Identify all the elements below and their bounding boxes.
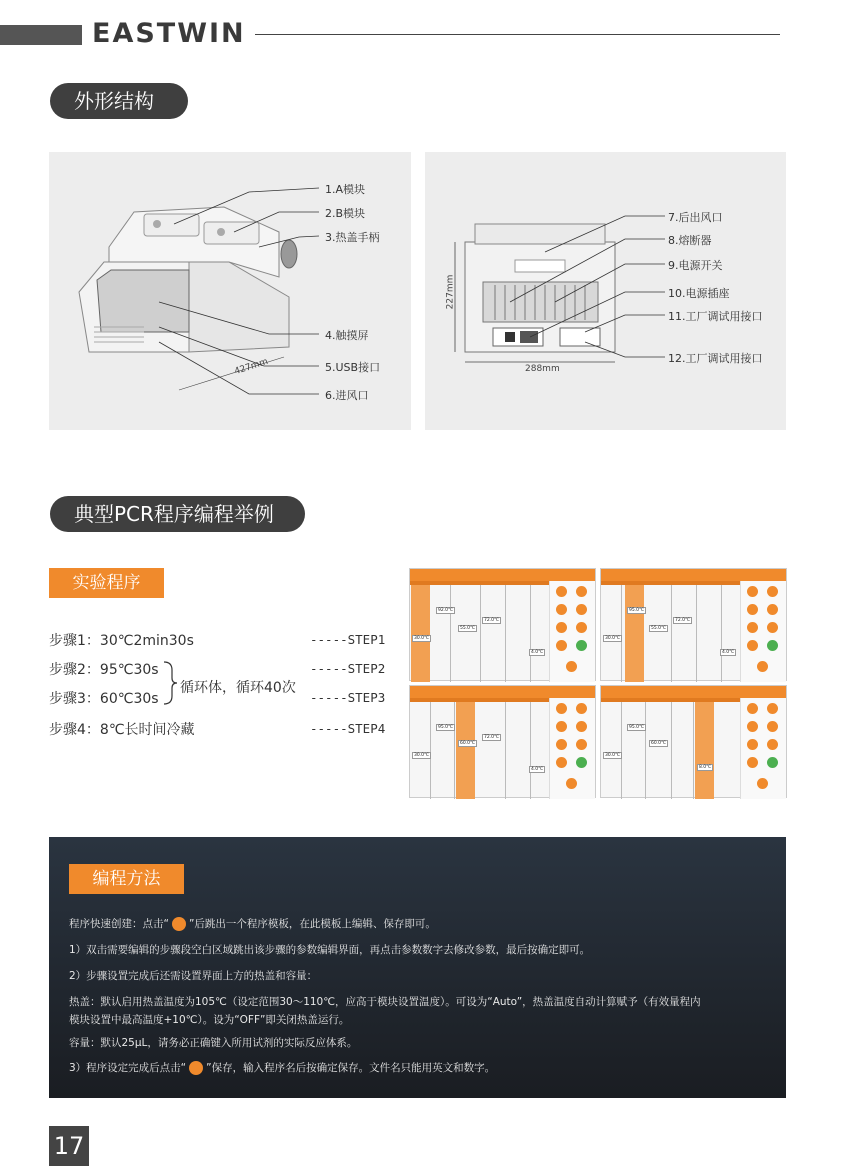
method-step-2: 2）步骤设置完成后还需设置界面上方的热盖和容量：	[69, 970, 318, 982]
dimension-width: 288mm	[525, 364, 560, 374]
step-3: 步骤3：60℃30s	[49, 691, 159, 707]
step-4: 步骤4：8℃长时间冷藏	[49, 722, 195, 738]
section-title-pcr: 典型PCR程序编程举例	[50, 496, 305, 532]
method-step-3: 3）程序设定完成后点击“ ”保存，输入程序名后按确定保存。文件名只能用英文和数字。	[69, 1062, 496, 1074]
header-bar	[0, 25, 82, 45]
step-id-4: -----STEP4	[310, 721, 386, 736]
programming-method-tag: 编程方法	[69, 864, 184, 894]
callout-b-module: 2.B模块	[325, 207, 366, 220]
callout-power-switch: 9.电源开关	[668, 259, 723, 272]
method-hot-lid-2: 模块设置中最高温度+10℃）。设为“OFF”即关闭热盖运行。	[69, 1014, 350, 1026]
section-title-appearance: 外形结构	[50, 83, 188, 119]
method-volume: 容量：默认25μL，请务必正确键入所用试剂的实际反应体系。	[69, 1037, 358, 1049]
save-icon	[189, 1061, 203, 1075]
brand-logo: EASTWIN	[92, 18, 246, 49]
dimension-depth: 427mm	[233, 356, 270, 378]
method-intro: 程序快速创建：点击“ ”后跳出一个程序模板，在此模板上编辑、保存即可。	[69, 918, 436, 930]
callout-fuse: 8.熔断器	[668, 234, 712, 247]
callout-lid-handle: 3.热盖手柄	[325, 231, 380, 244]
callout-touchscreen: 4.触摸屏	[325, 329, 369, 342]
program-screen-3: 30.0℃ 95.0℃ 60.0℃ 72.0℃ 4.0℃	[409, 685, 596, 798]
loop-description: 循环体，循环40次	[180, 680, 296, 696]
program-screen-1: 30.0℃ 92.0℃ 55.0℃ 72.0℃ 4.0℃	[409, 568, 596, 681]
step-2: 步骤2：95℃30s	[49, 662, 159, 678]
callout-debug-port-2: 12.工厂调试用接口	[668, 352, 763, 365]
method-hot-lid-1: 热盖：默认启用热盖温度为105℃（设定范围30～110℃，应高于模块设置温度）。可设为“Auto”，热盖温度自动计算赋予（有效量程内	[69, 996, 701, 1008]
loop-brace	[162, 660, 178, 706]
callout-air-inlet: 6.进风口	[325, 389, 369, 402]
dimension-height: 227mm	[445, 274, 456, 310]
header-rule	[255, 34, 780, 35]
step-id-1: -----STEP1	[310, 632, 386, 647]
callout-usb: 5.USB接口	[325, 361, 381, 374]
program-screen-4: 30.0℃ 95.0℃ 60.0℃ 8.0℃	[600, 685, 787, 798]
device-front-panel	[49, 152, 411, 430]
callout-rear-outlet: 7.后出风口	[668, 211, 723, 224]
new-program-icon	[172, 917, 186, 931]
callout-debug-port-1: 11.工厂调试用接口	[668, 310, 763, 323]
device-rear-panel	[425, 152, 786, 430]
experiment-program-tag: 实验程序	[49, 568, 164, 598]
device-rear-illustration	[425, 152, 786, 430]
callout-a-module: 1.A模块	[325, 183, 366, 196]
step-id-2: -----STEP2	[310, 661, 386, 676]
step-id-3: -----STEP3	[310, 690, 386, 705]
callout-power-socket: 10.电源插座	[668, 287, 730, 300]
page-number: 17	[49, 1126, 89, 1166]
step-1: 步骤1：30℃2min30s	[49, 633, 194, 649]
method-step-1: 1）双击需要编辑的步骤段空白区域跳出该步骤的参数编辑界面，再点击参数数字去修改参数，最后按确定即可。	[69, 944, 591, 956]
program-screen-2: 30.0℃ 95.0℃ 55.0℃ 72.0℃ 4.0℃	[600, 568, 787, 681]
